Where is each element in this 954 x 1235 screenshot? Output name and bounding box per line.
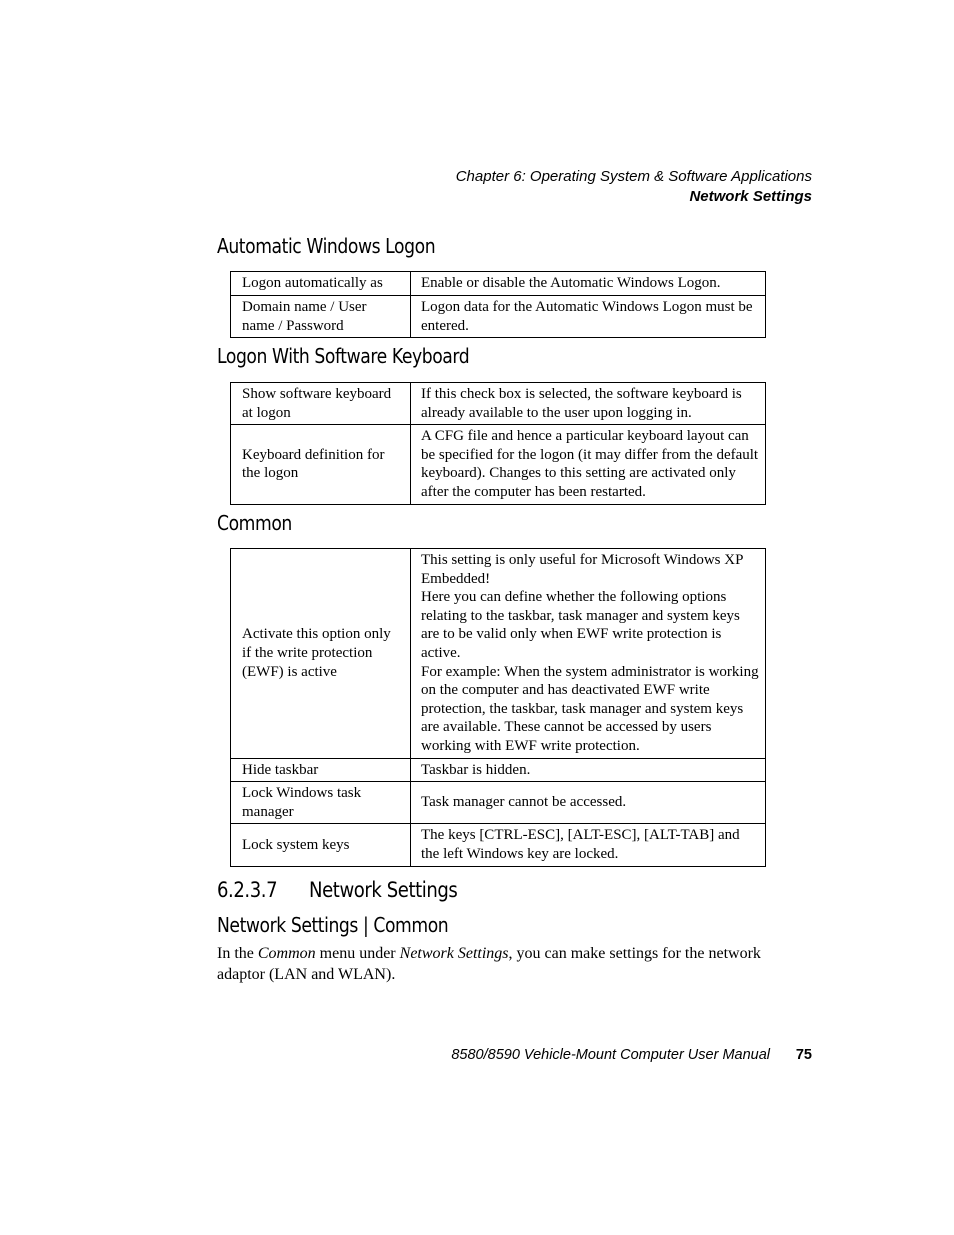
table-cell-value: Task manager cannot be accessed. <box>411 782 766 824</box>
table-cell-key: Lock Windows task manager <box>231 782 411 824</box>
heading-common: Common <box>217 511 292 535</box>
paragraph-emphasis: Network Settings <box>399 945 509 962</box>
table-cell-value: Taskbar is hidden. <box>411 758 766 782</box>
table-cell-value: Enable or disable the Automatic Windows Logon. <box>411 272 766 296</box>
table-cell-key: Domain name / User name / Password <box>231 296 411 338</box>
table-cell-key: Show software keyboard at logon <box>231 383 411 425</box>
table-row <box>231 824 766 866</box>
page-number: 75 <box>795 1047 812 1063</box>
table-cell-key: Logon automatically as <box>231 272 411 296</box>
table-common <box>230 548 766 867</box>
footer-manual-title: 8580/8590 Vehicle-Mount Computer User Manual <box>451 1047 770 1063</box>
table-cell-value: Logon data for the Automatic Windows Logon must be entered. <box>411 296 766 338</box>
table-cell-value: If this check box is selected, the software keyboard is already available to the user upon logging in. <box>411 383 766 425</box>
table-logon-software-keyboard <box>230 382 766 505</box>
table-cell-key: Keyboard definition for the logon <box>231 425 411 504</box>
table-row <box>231 425 766 504</box>
body-paragraph <box>217 943 777 985</box>
paragraph-text: menu under <box>315 945 400 962</box>
table-row <box>231 758 766 782</box>
heading-automatic-windows-logon: Automatic Windows Logon <box>217 234 436 258</box>
running-header-chapter: Chapter 6: Operating System & Software Applications <box>455 168 812 185</box>
table-row <box>231 296 766 338</box>
heading-network-settings: 6.2.3.7 Network Settings <box>217 878 458 902</box>
table-cell-value: This setting is only useful for Microsoft Windows XP Embedded! Here you can define whether the following options relating to the taskbar, task manager and system keys are to be valid only when EWF write protection is active. For example: When the system administrator is working on the computer and has deactivated EWF write protection, the taskbar, task manager and system keys are available. These cannot be accessed by users working with EWF write protection. <box>411 549 766 759</box>
table-row <box>231 782 766 824</box>
running-header-section: Network Settings <box>689 188 812 205</box>
table-row <box>231 549 766 759</box>
table-cell-value: A CFG file and hence a particular keyboard layout can be specified for the logon (it may differ from the default keyboard). Changes to this setting are activated only after the computer has been restarted. <box>411 425 766 504</box>
table-cell-key: Lock system keys <box>231 824 411 866</box>
heading-logon-with-software-keyboard: Logon With Software Keyboard <box>217 344 470 368</box>
heading-network-settings-common: Network Settings | Common <box>217 913 449 937</box>
paragraph-text: In the <box>217 945 258 962</box>
table-row <box>231 383 766 425</box>
table-row <box>231 272 766 296</box>
table-cell-key: Activate this option only if the write protection (EWF) is active <box>231 549 411 759</box>
table-automatic-windows-logon <box>230 271 766 338</box>
paragraph-text: , you can make settings for the network adaptor (LAN and WLAN). <box>217 945 761 983</box>
table-cell-key: Hide taskbar <box>231 758 411 782</box>
table-cell-value: The keys [CTRL-ESC], [ALT-ESC], [ALT-TAB] and the left Windows key are locked. <box>411 824 766 866</box>
paragraph-emphasis: Common <box>257 945 316 962</box>
